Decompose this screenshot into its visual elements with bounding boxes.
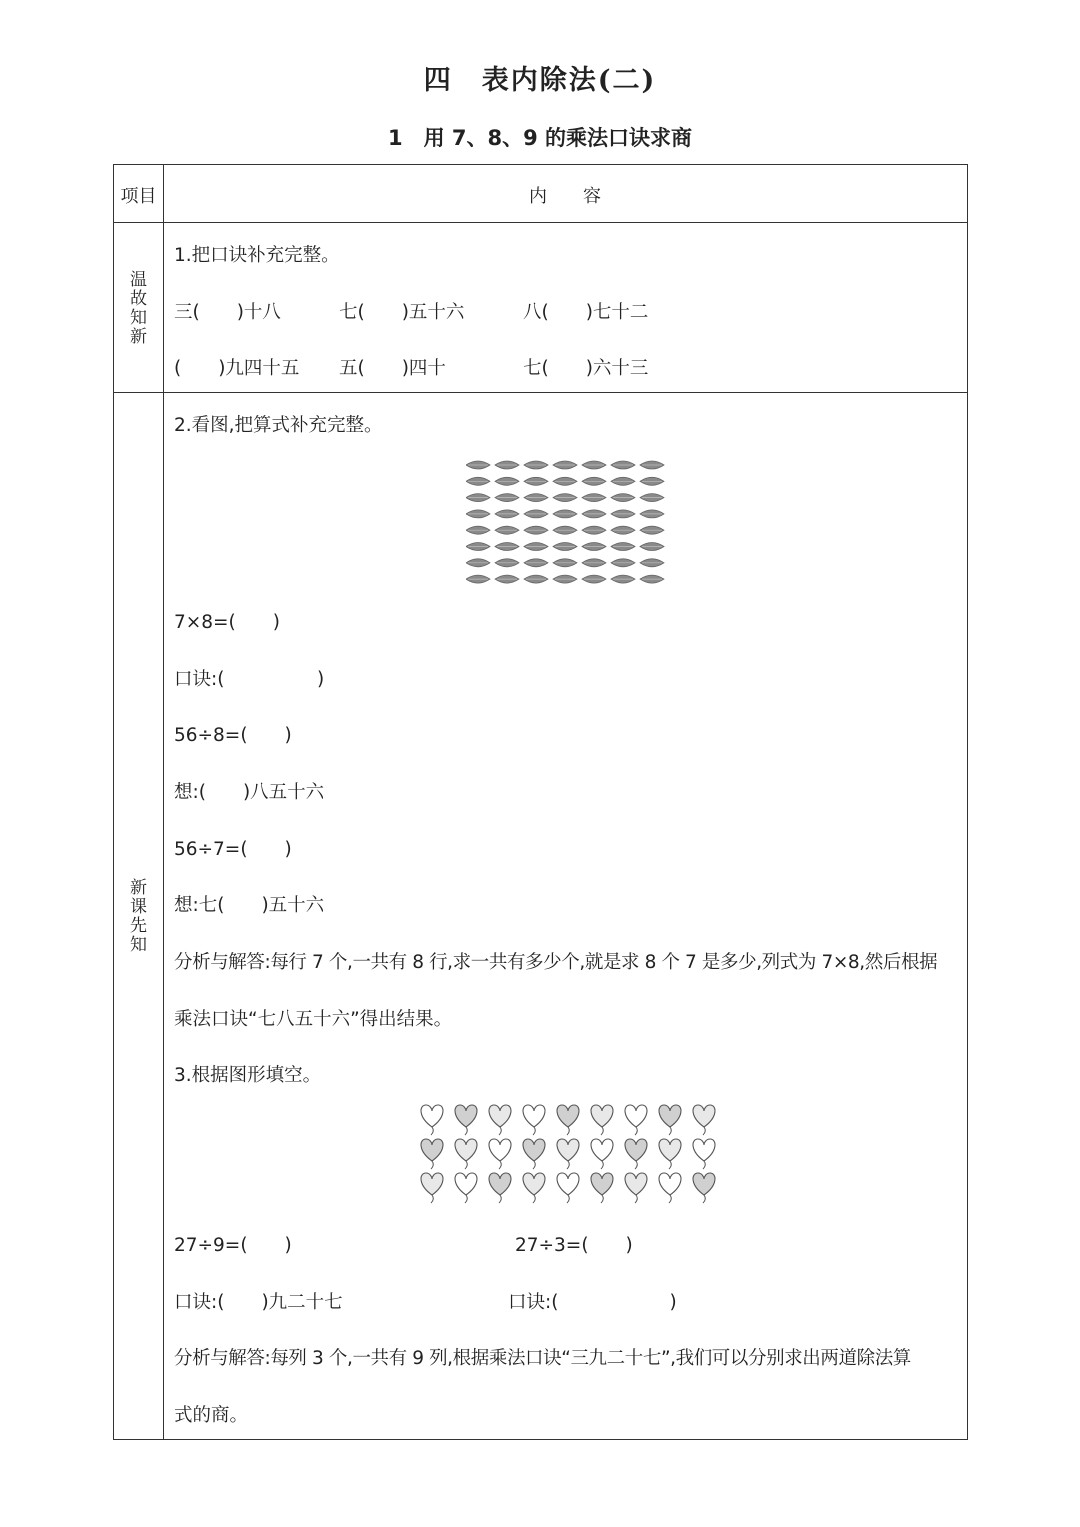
equation-line: 7×8=( ) (174, 612, 280, 633)
analysis-text: 乘法口诀“七八五十六”得出结果。 (174, 1009, 453, 1030)
equation-line: 想:七( )五十六 (174, 895, 325, 916)
equation-line: 想:( )八五十六 (174, 782, 325, 803)
heart-balloon-icon (455, 1105, 477, 1135)
heart-balloon-figure (416, 1103, 722, 1207)
column-divider (163, 165, 164, 1439)
row-divider (114, 392, 967, 393)
heart-balloon-icon (455, 1173, 477, 1203)
section-label-preview (114, 879, 163, 955)
section-label-char: 知 (130, 935, 147, 955)
header-item: 项目 (120, 186, 157, 207)
fill-item: ( )九四十五 (174, 358, 300, 379)
row-divider (114, 222, 967, 223)
heart-balloon-icon (557, 1105, 579, 1135)
heart-balloon-icon (557, 1173, 579, 1203)
section-label-char: 先 (130, 916, 147, 936)
lesson-subtitle: 1 用 7、8、9 的乘法口诀求商 (387, 126, 693, 150)
equation-line: 56÷8=( ) (174, 725, 292, 746)
analysis-text: 分析与解答:每行 7 个,一共有 8 行,求一共有多少个,就是求 8 个 7 是多少,列式为 7×8,然后根据 (174, 952, 938, 973)
heart-balloon-icon (557, 1139, 579, 1169)
heart-balloon-icon (489, 1105, 511, 1135)
section-label-char: 温 (130, 270, 147, 290)
heart-balloon-icon (693, 1173, 715, 1203)
equation-line: 口诀:( )九二十七 (174, 1292, 343, 1313)
heart-balloon-icon (625, 1139, 647, 1169)
fill-item: 八( )七十二 (523, 302, 649, 323)
heart-balloon-icon (693, 1139, 715, 1169)
heart-balloon-icon (659, 1139, 681, 1169)
analysis-text: 式的商。 (174, 1405, 249, 1426)
analysis-text: 分析与解答:每列 3 个,一共有 9 列,根据乘法口诀“三九二十七”,我们可以分别求出两道除法算 (174, 1348, 911, 1369)
heart-balloon-icon (489, 1173, 511, 1203)
page-title: 四 表内除法(二) (423, 65, 657, 96)
leaf-figure (466, 457, 668, 585)
equation-line: 口诀:( ) (174, 669, 325, 690)
heart-balloon-icon (455, 1139, 477, 1169)
question-3-prompt: 3.根据图形填空。 (174, 1065, 322, 1086)
heart-balloon-icon (489, 1139, 511, 1169)
equation-line: 27÷3=( ) (515, 1235, 633, 1256)
section-label-char: 课 (130, 897, 147, 917)
section-label-char: 知 (130, 308, 147, 328)
question-2-prompt: 2.看图,把算式补充完整。 (174, 415, 383, 436)
equation-line: 56÷7=( ) (174, 839, 292, 860)
heart-balloon-icon (693, 1105, 715, 1135)
section-label-review (114, 271, 163, 347)
heart-balloon-icon (591, 1173, 613, 1203)
equation-line: 口诀:( ) (508, 1292, 677, 1313)
section-label-char: 新 (130, 878, 147, 898)
header-content: 内 容 (529, 186, 601, 207)
heart-balloon-icon (523, 1173, 545, 1203)
lesson-table (113, 164, 968, 1440)
question-1-prompt: 1.把口诀补充完整。 (174, 245, 340, 266)
heart-balloon-icon (625, 1105, 647, 1135)
heart-balloon-icon (523, 1105, 545, 1135)
heart-balloon-icon (659, 1105, 681, 1135)
heart-balloon-icon (625, 1173, 647, 1203)
fill-item: 七( )五十六 (339, 302, 465, 323)
heart-balloon-icon (421, 1139, 443, 1169)
heart-balloon-icon (591, 1139, 613, 1169)
fill-item: 三( )十八 (174, 302, 281, 323)
heart-balloon-icon (523, 1139, 545, 1169)
equation-line: 27÷9=( ) (174, 1235, 292, 1256)
fill-item: 五( )四十 (339, 358, 446, 379)
heart-balloon-icon (421, 1173, 443, 1203)
heart-balloon-icon (421, 1105, 443, 1135)
section-label-char: 故 (130, 289, 147, 309)
fill-item: 七( )六十三 (523, 358, 649, 379)
heart-balloon-icon (659, 1173, 681, 1203)
section-label-char: 新 (130, 327, 147, 347)
heart-balloon-icon (591, 1105, 613, 1135)
